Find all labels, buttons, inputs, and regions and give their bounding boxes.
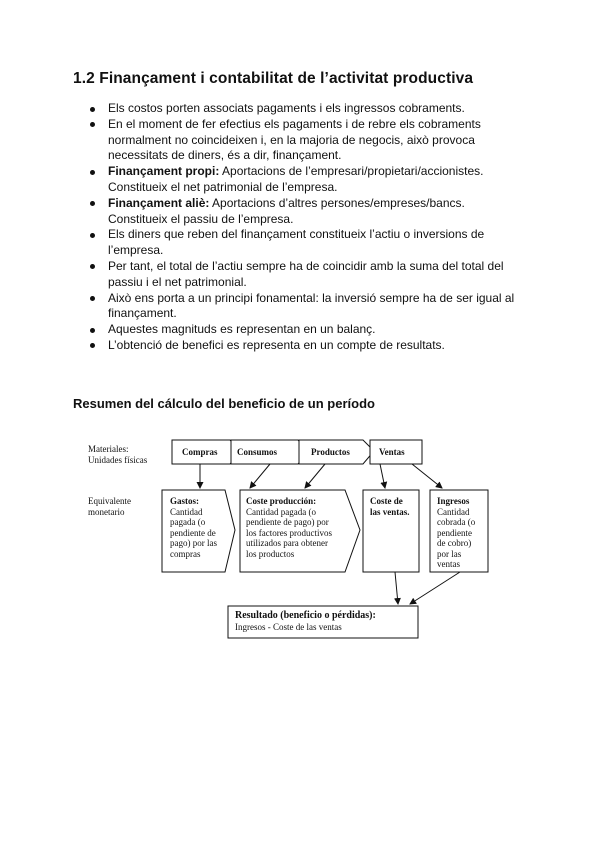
section-title: 1.2 Finançament i contabilitat de l’activitat productiva	[73, 70, 474, 87]
consumos-label: Consumos	[237, 447, 278, 457]
list-item: Finançament propi: Aportacions de l’empresari/propietari/accionistes. Constitueix el net patrimonial de l’empresa.	[90, 164, 520, 196]
profit-calculation-diagram	[80, 430, 520, 645]
compras-label: Compras	[182, 447, 218, 457]
list-item: En el moment de fer efectius els pagaments i de rebre els cobraments normalment no coincideixen i, en la majoria de negocis, això provoca necessitats de diners, és a dir, finançament.	[90, 117, 520, 164]
coste-produccion-text: Coste producción: Cantidad pagada (o pendiente de pago) por los factores productivos utilizados para obtener los productos	[246, 496, 332, 559]
coste-ventas-text: Coste de las ventas.	[370, 496, 410, 517]
list-item: Els costos porten associats pagaments i els ingressos cobraments.	[90, 101, 520, 117]
list-item: Per tant, el total de l’actiu sempre ha de coincidir amb la suma del total del passiu i el net patrimonial.	[90, 259, 520, 291]
subsection-title: Resumen del cálculo del beneficio de un período	[73, 396, 375, 411]
ventas-label: Ventas	[379, 447, 405, 457]
list-item: Això ens porta a un principi fonamental: la inversió sempre ha de ser igual al finançament.	[90, 291, 520, 323]
ingresos-text: Ingresos Cantidad cobrada (o pendiente de cobro) por las ventas	[437, 496, 476, 569]
row-label-equivalente: Equivalente monetario	[88, 496, 131, 517]
list-item: Finançament aliè: Aportacions d’altres persones/empreses/bancs. Constitueix el passiu de l’empresa.	[90, 196, 520, 228]
gastos-text: Gastos: Cantidad pagada (o pendiente de pago) por las compras	[170, 496, 217, 559]
resultado-text: Resultado (beneficio o pérdidas): Ingresos - Coste de las ventas	[235, 610, 376, 632]
list-item: Aquestes magnituds es representan en un balanç.	[90, 322, 520, 338]
list-item: L’obtenció de benefici es representa en un compte de resultats.	[90, 338, 520, 354]
list-item: Els diners que reben del finançament constitueix l’actiu o inversions de l’empresa.	[90, 227, 520, 259]
bullet-list	[90, 101, 520, 354]
row-label-materiales: Materiales: Unidades físicas	[88, 444, 148, 465]
productos-label: Productos	[311, 447, 350, 457]
